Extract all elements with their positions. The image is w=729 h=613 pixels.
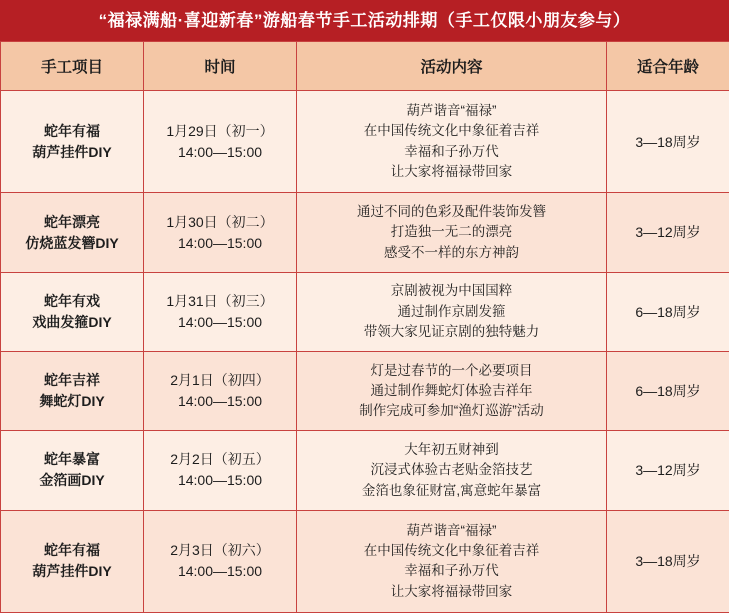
content-line: 葫芦谐音“福禄” [406,103,497,119]
time-line: 2月3日（初六） [170,542,270,559]
table-header [1,42,729,91]
time-line: 1月30日（初二） [166,213,274,230]
time-line: 14:00—15:00 [177,143,263,160]
cell-age: 3—12周岁 [607,431,729,510]
table-row [1,510,729,612]
time-line: 1月31日（初三） [166,292,274,309]
time-line: 14:00—15:00 [177,313,263,330]
cell-age: 3—12周岁 [607,193,729,272]
cell-content [297,351,607,430]
cell-project [1,431,144,510]
cell-age: 3—18周岁 [607,91,729,193]
content-line: 幸福和子孙万代 [404,143,499,159]
project-line: 蛇年暴富 [44,451,100,468]
time-line: 2月2日（初五） [170,451,270,468]
cell-age: 6—18周岁 [607,351,729,430]
content-line: 通过不同的色彩及配件装饰发簪 [357,204,546,220]
table-row [1,431,729,510]
project-line: 仿烧蓝发簪DIY [25,234,119,251]
table-row [1,272,729,351]
content-line: 让大家将福禄带回家 [390,583,513,599]
cell-content [297,272,607,351]
content-line: 通过制作舞蛇灯体验吉祥年 [370,383,533,398]
cell-project [1,193,144,272]
project-line: 葫芦挂件DIY [32,143,112,160]
project-line: 金箔画DIY [39,472,105,489]
table-row [1,193,729,272]
content-line: 幸福和子孙万代 [404,563,499,579]
content-line: 通过制作京剧发箍 [397,303,506,319]
cell-age: 6—18周岁 [607,272,729,351]
project-line: 蛇年漂亮 [44,213,100,230]
schedule-table [0,41,729,613]
content-line: 大年初五财神到 [404,442,499,458]
content-line: 制作完成可参加“渔灯巡游”活动 [359,403,544,419]
column-header-age: 适合年龄 [607,42,729,91]
cell-project [1,351,144,430]
content-line: 灯是过春节的一个必要项目 [370,362,533,378]
project-line: 蛇年有戏 [44,292,100,309]
cell-project [1,91,144,193]
cell-time [144,351,297,430]
time-line: 1月29日（初一） [166,122,274,139]
content-line: 让大家将福禄带回家 [390,163,513,179]
cell-content [297,431,607,510]
cell-time [144,91,297,193]
cell-content [297,91,607,193]
table-row [1,91,729,193]
cell-project [1,272,144,351]
cell-content [297,193,607,272]
content-line: 打造独一无二的漂亮 [390,224,513,240]
column-header-project: 手工项目 [1,42,144,91]
project-line: 葫芦挂件DIY [32,563,112,580]
time-line: 14:00—15:00 [177,563,263,580]
time-line: 14:00—15:00 [177,472,263,489]
cell-age: 3—18周岁 [607,510,729,612]
column-header-content: 活动内容 [297,42,607,91]
cell-time [144,510,297,612]
content-line: 金箔也象征财富,寓意蛇年暴富 [361,482,542,498]
project-line: 蛇年吉祥 [44,372,100,389]
content-line: 京剧被视为中国国粹 [390,283,513,299]
table-row [1,351,729,430]
project-line: 蛇年有福 [44,542,100,559]
project-line: 蛇年有福 [44,122,100,139]
content-line: 感受不一样的东方神韵 [384,244,519,260]
cell-project [1,510,144,612]
content-line: 沉浸式体验古老贴金箔技艺 [370,462,533,478]
content-line: 带领大家见证京剧的独特魅力 [363,323,540,339]
content-line: 在中国传统文化中象征着吉祥 [363,543,540,559]
project-line: 舞蛇灯DIY [39,393,105,410]
cell-time [144,193,297,272]
table-header-row [1,42,729,91]
column-header-time: 时间 [144,42,297,91]
time-line: 14:00—15:00 [177,234,263,251]
time-line: 14:00—15:00 [177,393,263,410]
project-line: 戏曲发箍DIY [32,313,112,330]
cell-content [297,510,607,612]
cell-time [144,272,297,351]
poster-title: “福禄满船·喜迎新春”游船春节手工活动排期（手工仅限小朋友参与） [0,0,729,41]
cell-time [144,431,297,510]
time-line: 2月1日（初四） [170,372,270,389]
table-body [1,91,729,613]
content-line: 在中国传统文化中象征着吉祥 [363,123,540,139]
content-line: 葫芦谐音“福禄” [406,522,497,538]
